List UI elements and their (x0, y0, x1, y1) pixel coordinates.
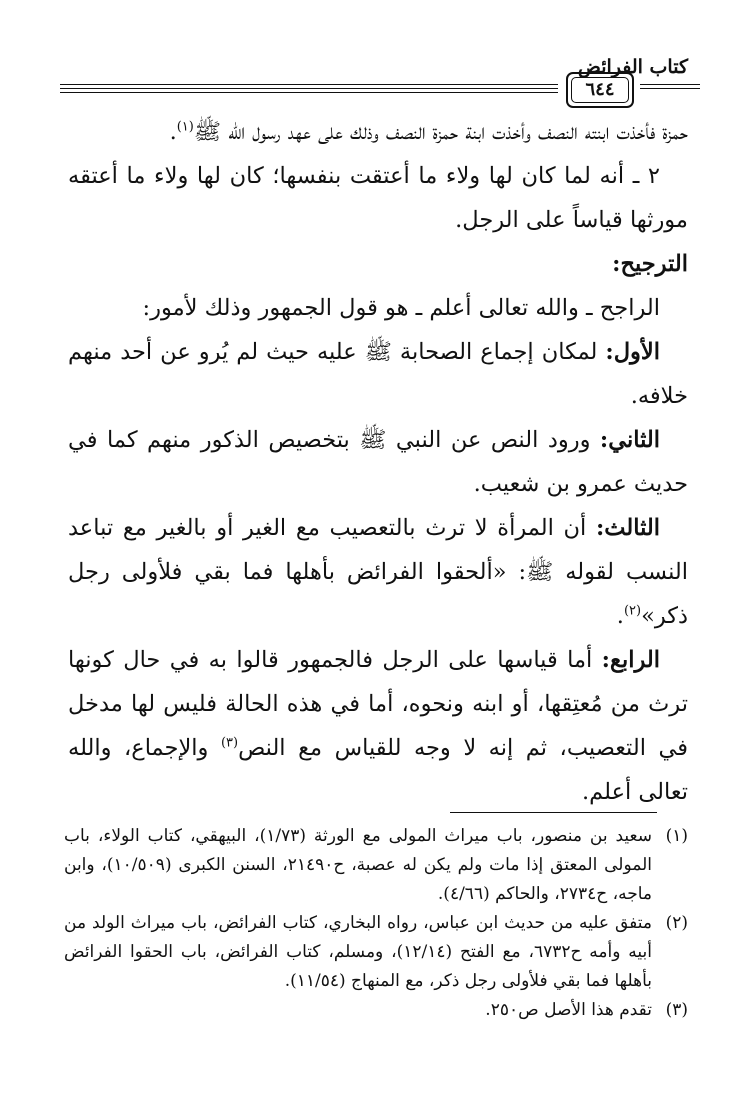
paragraph: ٢ ـ أنه لما كان لها ولاء ما أعتقت بنفسها؛ كان لها ولاء ما أعتقه مورثها قياساً على الرجل. (68, 163, 688, 233)
paragraph (68, 638, 688, 814)
footnote-ref: (٢) (623, 603, 642, 619)
point-end: والإجماع، والله تعالى أعلم. (68, 735, 688, 805)
paragraph (68, 110, 688, 154)
running-title: كتاب الفرائض (577, 56, 688, 78)
header-rule (60, 92, 558, 93)
paragraph (68, 418, 688, 506)
point-text: أما قياسها على الرجل فالجمهور قالوا به في حال كونها ترث من مُعتِقها، أو ابنه ونحوه، أما في هذه الحالة فليس لها مدخل في التعصيب، ثم إنه لا وجه للقياس مع النص (68, 647, 688, 761)
header-rule (640, 84, 700, 85)
page-number-frame (566, 72, 634, 108)
point-label: الثالث: (595, 515, 660, 541)
footnote (64, 822, 688, 909)
footnote-number: (١) (665, 826, 688, 846)
footnotes (64, 822, 688, 1025)
page-header (60, 54, 690, 104)
page-number: ٦٤٤ (571, 77, 629, 103)
footnote (64, 909, 688, 996)
point-text: لمكان إجماع الصحابة ﷺ عليه حيث لم يُرو عن أحد منهم خلافه. (68, 339, 688, 409)
footnote-ref: (١) (176, 119, 194, 135)
header-rule (640, 88, 700, 89)
point-text: ورود النص عن النبي ﷺ بتخصيص الذكور منهم كما في حديث عمرو بن شعيب. (68, 427, 688, 497)
header-rule (60, 84, 558, 85)
footnote-text: تقدم هذا الأصل ص٢٥٠. (485, 1000, 652, 1020)
point-label: الثاني: (599, 427, 660, 453)
footnote (64, 996, 688, 1025)
point-text: أن المرأة لا ترث بالتعصيب مع الغير أو بالغير مع تباعد النسب لقوله ﷺ: «ألحقوا الفرائض بأهلها فما بقي فلأولى رجل ذكر» (68, 515, 688, 629)
footnote-number: (٢) (665, 913, 688, 933)
header-rule (60, 88, 558, 89)
point-end: . (616, 603, 624, 629)
main-text (68, 110, 688, 814)
point-label: الأول: (605, 339, 660, 365)
paragraph: الراجح ـ والله تعالى أعلم ـ هو قول الجمهور وذلك لأمور: (142, 295, 660, 321)
footnote-ref: (٣) (220, 735, 239, 751)
footnote-number: (٣) (665, 1000, 688, 1020)
footnote-separator (450, 812, 657, 813)
paragraph-text: حمزة فأخذت ابنته النصف وأخذت ابنة حمزة النصف وذلك على عهد رسول الله ﷺ (193, 119, 688, 145)
section-heading: الترجيح: (612, 251, 688, 277)
footnote-text: سعيد بن منصور، باب ميراث المولى مع الورثة (١/٧٣)، البيهقي، كتاب الولاء، باب المولى المعتق إذا مات ولم يكن له عصبة، ح٢١٤٩٠، السنن الكبرى (١٠/٥٠٩)، وابن ماجه، ح٢٧٣٤، والحاكم (٤/٦٦). (64, 826, 652, 904)
paragraph (68, 330, 688, 418)
footnote-text: متفق عليه من حديث ابن عباس، رواه البخاري، كتاب الفرائض، باب ميراث الولد من أبيه وأمه ح٦٧٣٢، مع الفتح (١٢/١٤)، ومسلم، كتاب الفرائض، باب الحقوا الفرائض بأهلها فما بقي فلأولى رجل ذكر، مع المنهاج (١١/٥٤). (64, 913, 653, 991)
point-label: الرابع: (601, 647, 660, 673)
paragraph (68, 506, 688, 638)
paragraph-end: . (169, 119, 177, 145)
